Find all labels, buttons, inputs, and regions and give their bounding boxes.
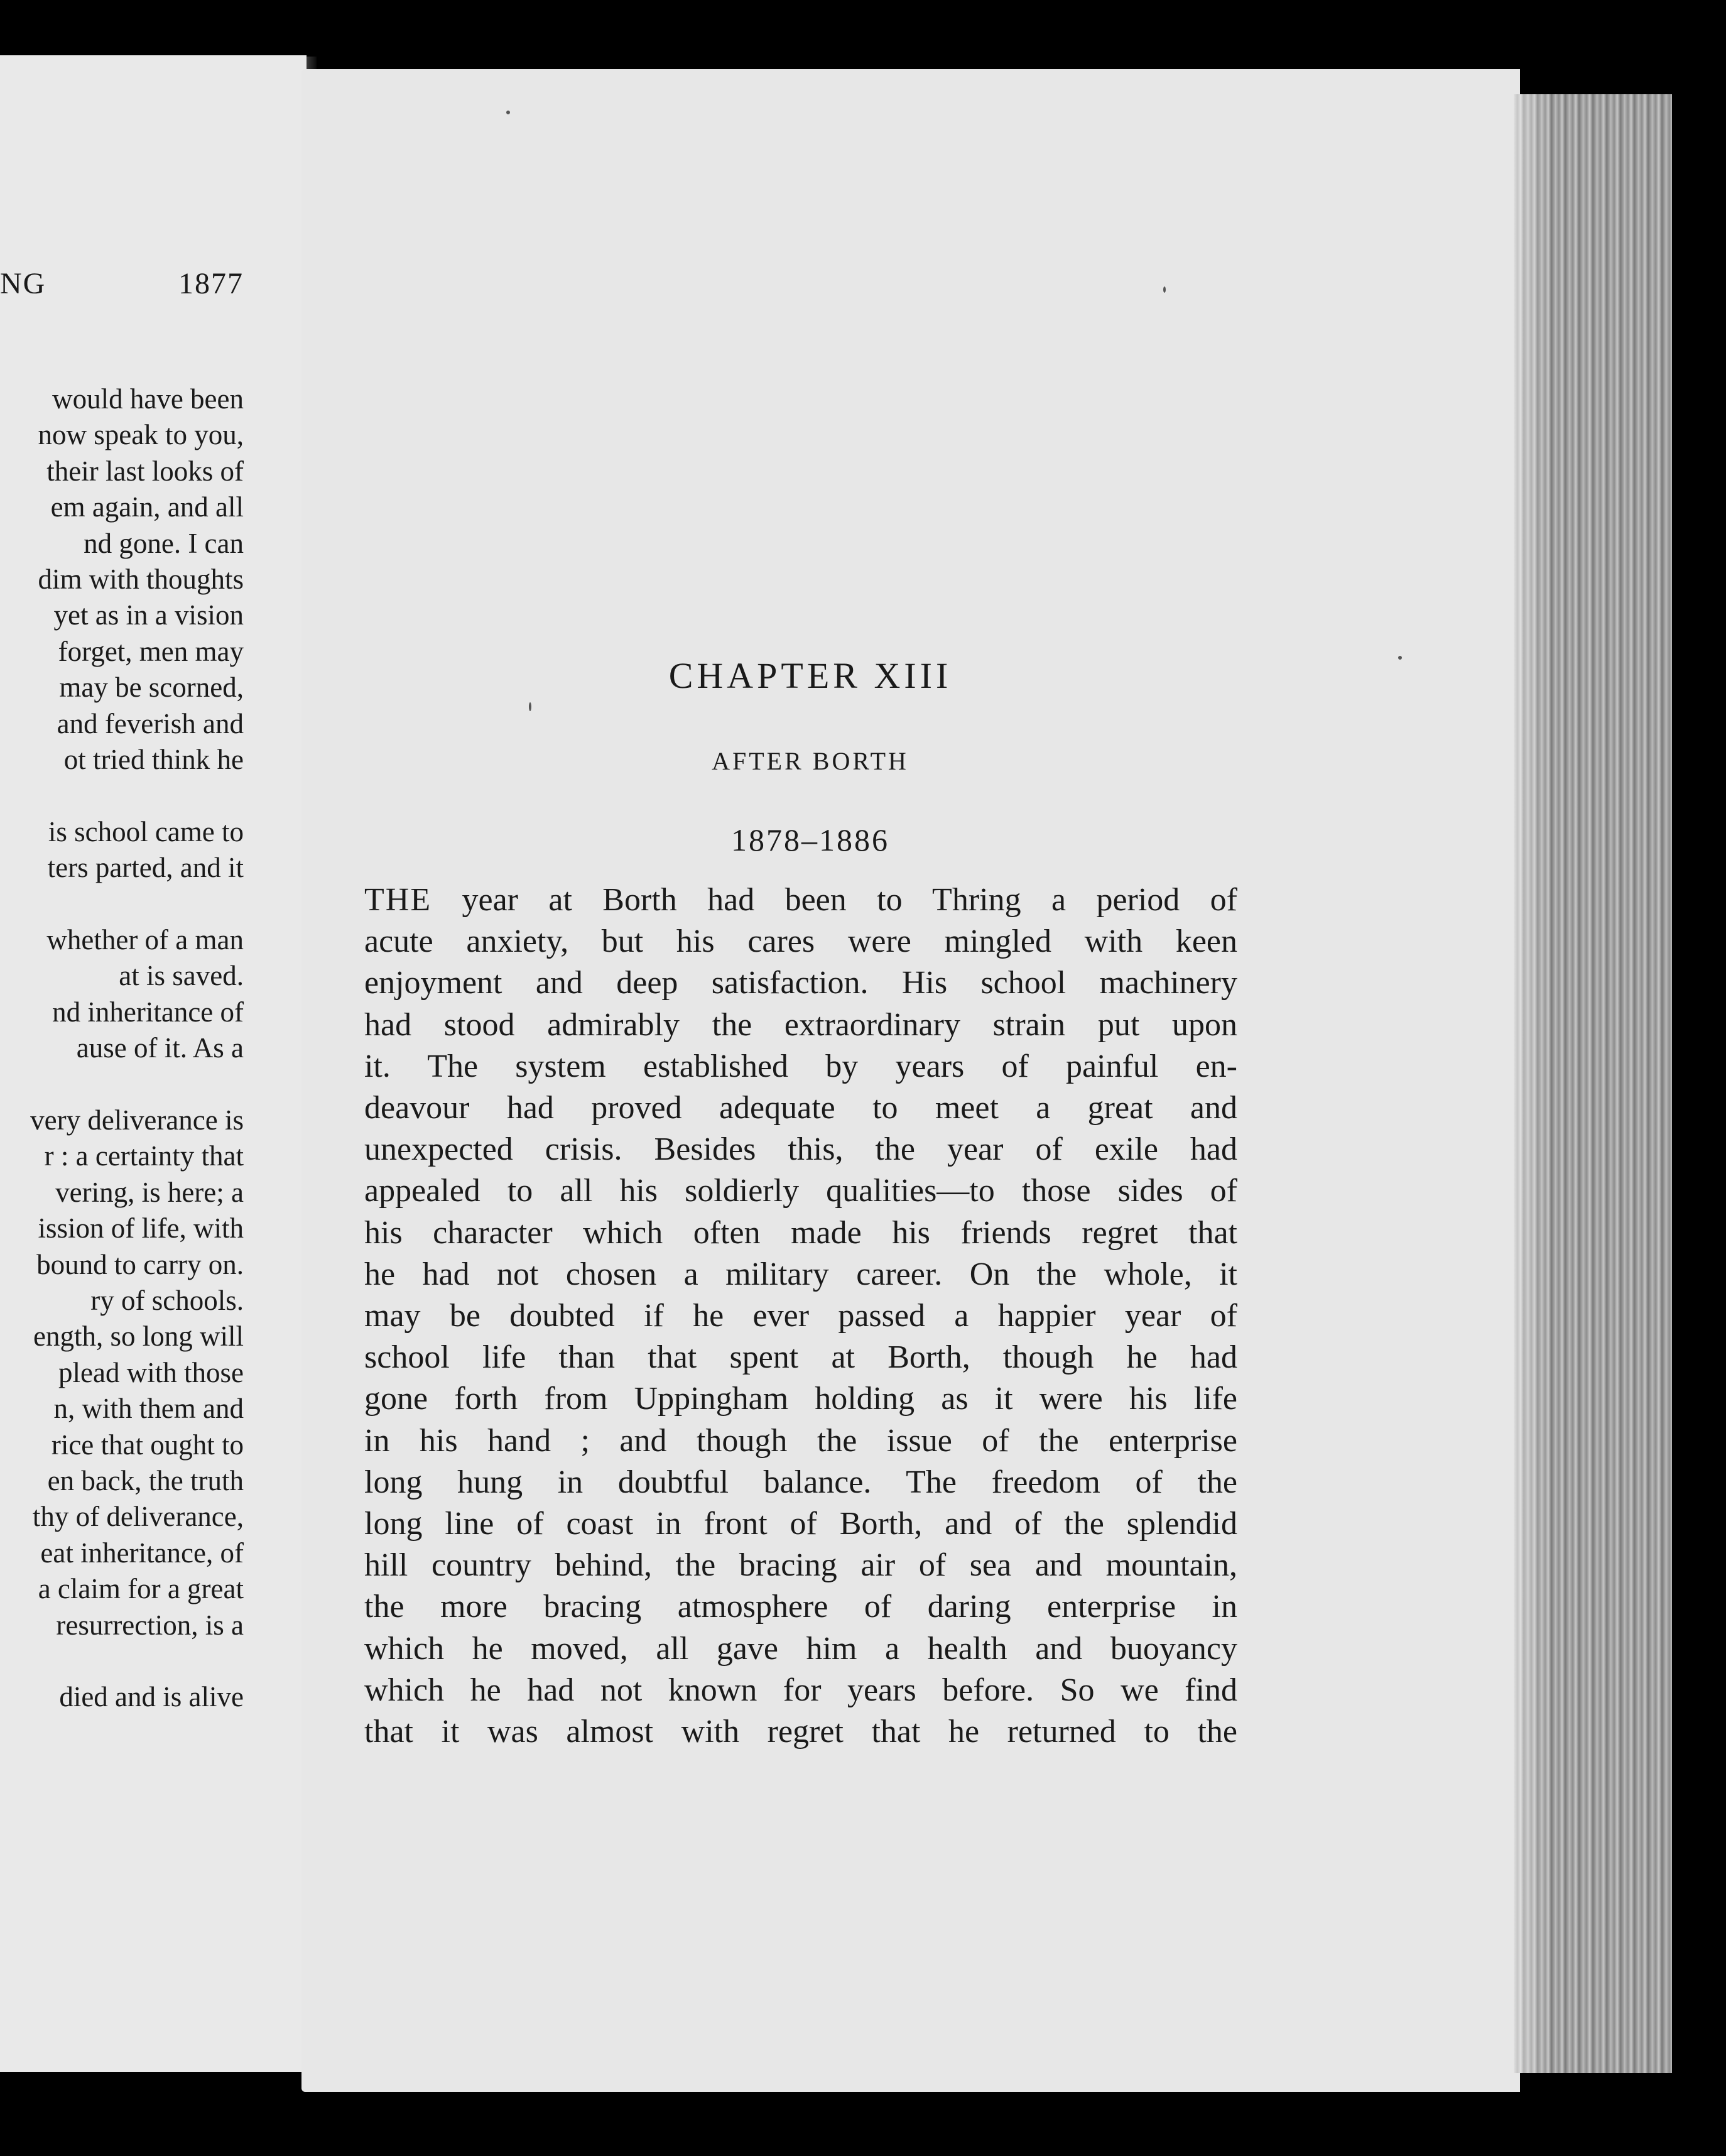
left-text-line: ength, so long will: [33, 1320, 244, 1353]
left-text-line: [0, 1066, 244, 1102]
text-line: unexpected crisis. Besides this, the year of exile had: [364, 1131, 1237, 1168]
left-text-line: en back, the truth: [47, 1465, 244, 1496]
page-edges-highlight: [1514, 94, 1551, 2073]
left-text-line: resurrection, is a: [56, 1609, 244, 1641]
text-line: the more bracing atmosphere of daring enterprise in: [364, 1589, 1237, 1625]
left-text-line: r : a certainty that: [44, 1140, 244, 1172]
text-line: it. The system established by years of painful en-: [364, 1048, 1237, 1084]
text-line: may be doubted if he ever passed a happier year of: [364, 1298, 1237, 1334]
left-text-line: em again, and all: [50, 491, 244, 523]
paper-speck: [1398, 656, 1402, 660]
text-line: which he had not known for years before. So we find: [364, 1672, 1237, 1708]
text-line: had stood admirably the extraordinary strain put upon: [364, 1006, 1237, 1043]
left-text-line: [0, 1643, 244, 1679]
left-text-line: eat inheritance, of: [40, 1537, 244, 1569]
text-line: he had not chosen a military career. On the whole, it: [364, 1256, 1237, 1292]
text-line: school life than that spent at Borth, though he had: [364, 1339, 1237, 1376]
left-text-line: vering, is here; a: [55, 1176, 244, 1208]
text-line: hill country behind, the bracing air of sea and mountain,: [364, 1547, 1237, 1584]
left-text-line: whether of a man: [46, 924, 244, 956]
left-text-line: ters parted, and it: [47, 852, 244, 884]
text-line: which he moved, all gave him a health and buoyancy: [364, 1630, 1237, 1667]
left-text-line: n, with them and: [53, 1393, 244, 1425]
left-text-line: is school came to: [48, 815, 244, 847]
left-text-line: nd gone. I can: [84, 527, 244, 559]
left-page: [0, 55, 307, 2072]
left-text-line: plead with those: [58, 1356, 244, 1388]
chapter-subtitle: AFTER BORTH: [712, 747, 909, 775]
paper-speck: [1163, 286, 1166, 293]
chapter-dates: 1878–1886: [731, 822, 889, 858]
left-text-line: [0, 886, 244, 922]
left-text-line: bound to carry on.: [36, 1248, 244, 1280]
left-running-header: [0, 266, 244, 310]
left-text-line: ission of life, with: [38, 1212, 244, 1244]
left-text-line: very deliverance is: [30, 1104, 244, 1136]
text-line: long line of coast in front of Borth, and of the splendid: [364, 1506, 1237, 1542]
left-text-line: ause of it. As a: [76, 1032, 244, 1064]
left-text-line: died and is alive: [59, 1681, 244, 1713]
text-line: in his hand ; and though the issue of the enterprise: [364, 1422, 1237, 1459]
left-text-line: forget, men may: [58, 635, 244, 667]
paper-speck: [529, 702, 531, 711]
left-text-line: yet as in a vision: [53, 599, 244, 631]
opening-word: THE: [364, 882, 432, 918]
first-line-text: year at Borth had been to Thring a period of: [432, 882, 1237, 918]
text-line: appealed to all his soldierly qualities—to those sides of: [364, 1173, 1237, 1209]
left-text-line: nd inheritance of: [52, 996, 244, 1028]
text-line-first: [364, 879, 1237, 921]
paper-speck: [506, 111, 510, 114]
text-line: that it was almost with regret that he returned to the: [364, 1714, 1237, 1750]
text-line: his character which often made his friends regret that: [364, 1214, 1237, 1251]
left-text-line: ot tried think he: [63, 744, 244, 775]
left-text-line: ry of schools.: [90, 1285, 244, 1316]
text-line: enjoyment and deep satisfaction. His school machinery: [364, 965, 1237, 1001]
left-text-line: would have been: [52, 383, 244, 415]
page-number: 1877: [178, 267, 244, 300]
left-text-line: at is saved.: [119, 960, 244, 992]
left-text-line: and feverish and: [57, 707, 244, 739]
left-text-line: rice that ought to: [51, 1429, 244, 1461]
left-text-line: thy of deliverance,: [32, 1501, 244, 1533]
text-line: deavour had proved adequate to meet a great and: [364, 1090, 1237, 1126]
left-text-line: a claim for a great: [38, 1573, 244, 1605]
text-line: long hung in doubtful balance. The freedom of the: [364, 1464, 1237, 1500]
left-text-line: dim with thoughts: [38, 564, 244, 595]
text-line: acute anxiety, but his cares were mingled with keen: [364, 923, 1237, 960]
left-text-line: [0, 777, 244, 814]
left-text-line: their last looks of: [46, 455, 244, 487]
left-text-line: now speak to you,: [38, 419, 244, 451]
chapter-heading: CHAPTER XIII: [668, 655, 952, 696]
running-title: NG: [0, 267, 46, 300]
left-text-line: may be scorned,: [59, 672, 244, 704]
text-line: gone forth from Uppingham holding as it were his life: [364, 1381, 1237, 1417]
